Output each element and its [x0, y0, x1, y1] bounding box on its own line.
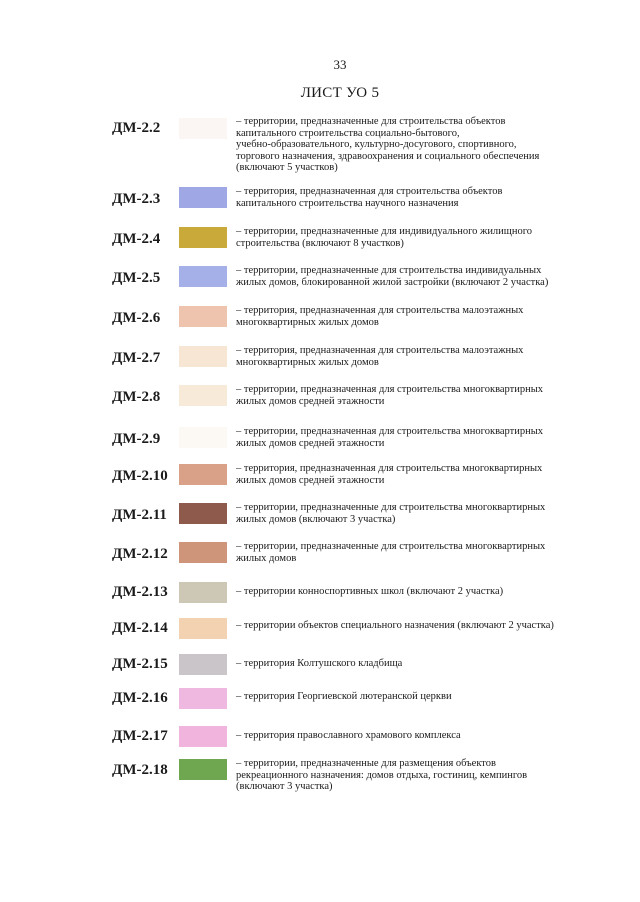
legend-swatch [179, 118, 227, 139]
legend-code: ДМ-2.16 [112, 690, 168, 706]
legend-swatch [179, 503, 227, 524]
legend-code: ДМ-2.14 [112, 620, 168, 636]
legend-swatch [179, 427, 227, 448]
legend-swatch [179, 187, 227, 208]
legend-code: ДМ-2.2 [112, 120, 161, 136]
legend-swatch [179, 582, 227, 603]
legend-description: – территории, предназначенные для строительства объектов капитального строительства социально-бытового, учебно-образовательного, культурно-досугового, спортивного, торгового назначения, здравоохранения и социального обеспечения (включают 5 участков) [236, 116, 540, 174]
legend-code: ДМ-2.12 [112, 546, 168, 562]
legend-description: – территории, предназначенные для строительства индивидуальных жилых домов, блокированной жилой застройки (включают 2 участка) [236, 265, 549, 288]
legend-code: ДМ-2.13 [112, 584, 168, 600]
legend-code: ДМ-2.8 [112, 389, 161, 405]
legend-code: ДМ-2.4 [112, 231, 161, 247]
legend-description: – территория православного храмового комплекса [236, 730, 461, 741]
legend-swatch [179, 618, 227, 639]
legend-code: ДМ-2.6 [112, 310, 161, 326]
legend-code: ДМ-2.18 [112, 762, 168, 778]
legend-swatch [179, 688, 227, 709]
legend-description: – территория, предназначенная для строительства объектов капитального строительства научного назначения [236, 186, 503, 209]
legend-description: – территории конноспортивных школ (включают 2 участка) [236, 586, 504, 597]
legend-description: – территории, предназначенные для размещения объектов рекреационного назначения: домов отдыха, гостиниц, кемпингов (включают 3 участка) [236, 758, 528, 793]
legend-swatch [179, 346, 227, 367]
legend-swatch [179, 654, 227, 675]
legend-swatch [179, 542, 227, 563]
legend-swatch [179, 464, 227, 485]
sheet-title: ЛИСТ УО 5 [300, 85, 380, 101]
legend-code: ДМ-2.10 [112, 468, 168, 484]
legend-description: – территории, предназначенная для строительства многоквартирных жилых домов средней этажности [236, 426, 544, 449]
legend-description: – территория, предназначенная для строительства малоэтажных многоквартирных жилых домов [236, 345, 524, 368]
legend-description: – территория Георгиевской лютеранской церкви [236, 691, 452, 702]
legend-swatch [179, 759, 227, 780]
legend-code: ДМ-2.9 [112, 431, 161, 447]
legend-swatch [179, 266, 227, 287]
legend-code: ДМ-2.3 [112, 191, 161, 207]
legend-code: ДМ-2.5 [112, 270, 161, 286]
legend-swatch [179, 227, 227, 248]
legend-swatch [179, 306, 227, 327]
legend-swatch [179, 385, 227, 406]
legend-description: – территории, предназначенная для строительства многоквартирных жилых домов средней этажности [236, 384, 544, 407]
legend-description: – территория, предназначенная для строительства многоквартирных жилых домов средней этажности [236, 463, 543, 486]
legend-code: ДМ-2.11 [112, 507, 167, 523]
legend-description: – территории, предназначенные для индивидуального жилищного строительства (включают 8 участков) [236, 226, 533, 249]
legend-description: – территории, предназначенные для строительства многоквартирных жилых домов (включают 3 участка) [236, 502, 546, 525]
legend-description: – территория Колтушского кладбища [236, 658, 403, 669]
legend-code: ДМ-2.7 [112, 350, 161, 366]
legend-description: – территория, предназначенная для строительства малоэтажных многоквартирных жилых домов [236, 305, 524, 328]
page-number: 33 [333, 57, 347, 72]
legend-code: ДМ-2.17 [112, 728, 168, 744]
legend-swatch [179, 726, 227, 747]
legend-description: – территории объектов специального назначения (включают 2 участка) [236, 620, 554, 631]
legend-description: – территории, предназначенные для строительства многоквартирных жилых домов [236, 541, 546, 564]
legend-code: ДМ-2.15 [112, 656, 168, 672]
